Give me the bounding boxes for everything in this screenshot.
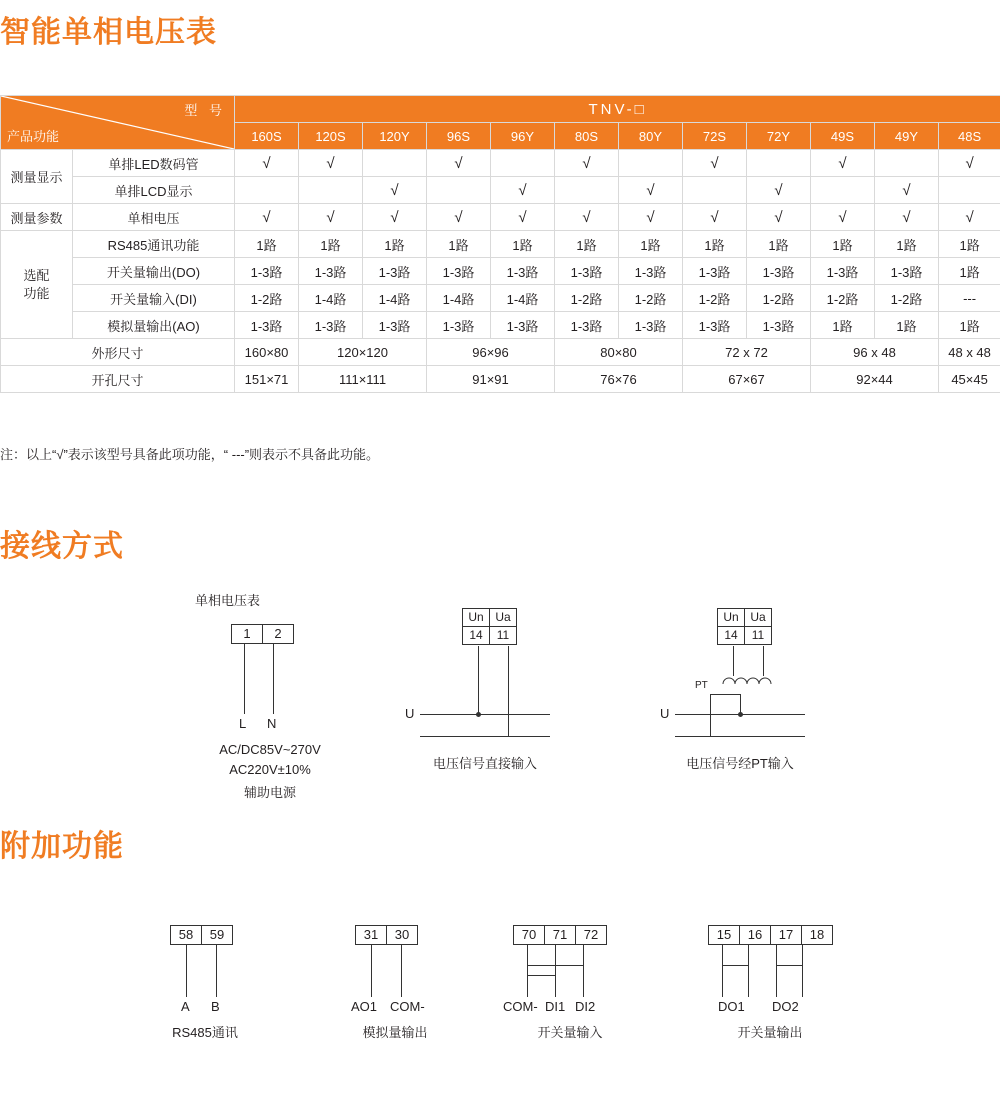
cell-value: 1路 bbox=[299, 231, 363, 258]
table-note: 注：以上“√”表示该型号具备此项功能，“ ---”则表示不具备此功能。 bbox=[0, 447, 380, 462]
column-header: 49S bbox=[811, 123, 875, 150]
terminal-block bbox=[513, 925, 607, 945]
diagram-title-meter: 单相电压表 bbox=[195, 593, 261, 608]
cell-value: --- bbox=[939, 285, 1000, 312]
cell-value: 1-3路 bbox=[555, 258, 619, 285]
cell-value: √ bbox=[491, 204, 555, 231]
column-header: 120Y bbox=[363, 123, 427, 150]
cell-value: 1-2路 bbox=[235, 285, 299, 312]
table-row bbox=[1, 285, 1000, 312]
terminal-row bbox=[718, 609, 771, 627]
wire-line bbox=[710, 694, 740, 695]
wire-line bbox=[748, 945, 749, 997]
pin-label: B bbox=[211, 999, 220, 1014]
pin-label: DO1 bbox=[718, 999, 745, 1014]
cell-value: 1-3路 bbox=[619, 258, 683, 285]
transformer-coil-icon bbox=[721, 670, 781, 686]
cell-value: 1-4路 bbox=[363, 285, 427, 312]
cell-value: √ bbox=[811, 204, 875, 231]
cell-value: 48 x 48 bbox=[939, 339, 1000, 366]
cell-value: 45×45 bbox=[939, 366, 1000, 393]
table-row bbox=[1, 231, 1000, 258]
column-header: 48S bbox=[939, 123, 1000, 150]
cell-value: 1路 bbox=[363, 231, 427, 258]
extra-diagram-rs485 bbox=[160, 925, 330, 1045]
cell-value: √ bbox=[875, 177, 939, 204]
terminal-cell: 58 bbox=[171, 926, 202, 944]
wire-line bbox=[555, 945, 556, 975]
cell-value: 1-2路 bbox=[683, 285, 747, 312]
caption: RS485通讯 bbox=[172, 1025, 238, 1040]
model-prefix-cell: TNV-□ bbox=[235, 96, 1000, 123]
group-label: 选配 功能 bbox=[1, 231, 73, 339]
wire-line bbox=[216, 945, 217, 997]
caption: 开关量输出 bbox=[737, 1025, 803, 1040]
caption: 模拟量输出 bbox=[362, 1025, 428, 1040]
pin-label: COM- bbox=[390, 999, 425, 1014]
cell-value: √ bbox=[619, 177, 683, 204]
column-header: 160S bbox=[235, 123, 299, 150]
table-row bbox=[1, 204, 1000, 231]
column-header: 72S bbox=[683, 123, 747, 150]
terminal-cell: Un bbox=[718, 609, 745, 627]
cell-value: 1-4路 bbox=[299, 285, 363, 312]
pin-label: COM- bbox=[503, 999, 538, 1014]
cell-value: 1路 bbox=[619, 231, 683, 258]
column-header: 80S bbox=[555, 123, 619, 150]
pin-label: AO1 bbox=[351, 999, 378, 1014]
caption: 开关量输入 bbox=[537, 1025, 603, 1040]
cell-value: 151×71 bbox=[235, 366, 299, 393]
terminal-block bbox=[717, 608, 772, 645]
wire-line bbox=[583, 965, 584, 997]
terminal-cell: 11 bbox=[751, 628, 765, 642]
terminal-cell: 70 bbox=[514, 926, 545, 944]
cell-value: 1路 bbox=[939, 231, 1000, 258]
table-header-row-model bbox=[1, 96, 1000, 123]
cell-value: √ bbox=[619, 204, 683, 231]
column-header: 80Y bbox=[619, 123, 683, 150]
cell-value: 80×80 bbox=[555, 339, 683, 366]
cell-value: 1路 bbox=[491, 231, 555, 258]
wire-line bbox=[273, 644, 274, 714]
cell-value: 1-3路 bbox=[491, 312, 555, 339]
row-label: RS485通讯功能 bbox=[73, 231, 235, 258]
cell-value: 1-3路 bbox=[747, 312, 811, 339]
cell-value: 72 x 72 bbox=[683, 339, 811, 366]
terminal-cell: 15 bbox=[709, 926, 740, 944]
cell-value: √ bbox=[491, 177, 555, 204]
cell-value: 1-3路 bbox=[875, 258, 939, 285]
cell-value: 1路 bbox=[427, 231, 491, 258]
cell-value: 67×67 bbox=[683, 366, 811, 393]
cell-value: 1路 bbox=[939, 312, 1000, 339]
cell-value: 1路 bbox=[811, 312, 875, 339]
terminal-cell: Un bbox=[463, 609, 490, 627]
extra-diagram-do bbox=[700, 925, 900, 1045]
terminal-cell: 11 bbox=[496, 628, 510, 642]
wiring-diagram-pt bbox=[660, 608, 865, 778]
wire-line bbox=[508, 646, 509, 736]
cell-value: 1-3路 bbox=[427, 258, 491, 285]
terminal-cell: Ua bbox=[490, 609, 516, 627]
cell-value: 1-2路 bbox=[811, 285, 875, 312]
cell-value: √ bbox=[235, 150, 299, 177]
cell-value: √ bbox=[875, 204, 939, 231]
table-row-hole bbox=[1, 366, 1000, 393]
terminal-cell: 14 bbox=[718, 627, 745, 644]
column-header: 120S bbox=[299, 123, 363, 150]
wire-line bbox=[244, 644, 245, 714]
pin-label: L bbox=[239, 716, 247, 731]
terminal-cell: 71 bbox=[545, 926, 576, 944]
cell-value: 1路 bbox=[811, 231, 875, 258]
wire-line bbox=[710, 694, 711, 736]
terminal-cell: Ua bbox=[745, 609, 771, 627]
cell-value: 1-3路 bbox=[235, 312, 299, 339]
spec-table-wrapper bbox=[0, 95, 1000, 393]
cell-value: √ bbox=[811, 150, 875, 177]
cell-value bbox=[683, 177, 747, 204]
column-header: 49Y bbox=[875, 123, 939, 150]
cell-value: √ bbox=[427, 204, 491, 231]
row-label: 单排LCD显示 bbox=[73, 177, 235, 204]
cell-value bbox=[363, 150, 427, 177]
wire-line bbox=[478, 646, 479, 714]
row-label: 单排LED数码管 bbox=[73, 150, 235, 177]
column-header: 96Y bbox=[491, 123, 555, 150]
cell-value: √ bbox=[363, 204, 427, 231]
cell-value bbox=[299, 177, 363, 204]
pin-label: DO2 bbox=[772, 999, 799, 1014]
group-label: 测量显示 bbox=[1, 150, 73, 204]
cell-value: 96 x 48 bbox=[811, 339, 939, 366]
switch-link bbox=[527, 965, 583, 966]
switch-link bbox=[527, 975, 555, 976]
pin-label: N bbox=[267, 716, 277, 731]
cell-value: √ bbox=[427, 150, 491, 177]
cell-value: 1-3路 bbox=[683, 258, 747, 285]
bus-line bbox=[675, 736, 805, 737]
terminal-cell: 14 bbox=[463, 627, 490, 644]
terminal-block bbox=[355, 925, 418, 945]
table-row bbox=[1, 150, 1000, 177]
contact-link bbox=[776, 965, 802, 966]
pt-label: PT bbox=[695, 680, 708, 691]
cell-value: √ bbox=[299, 204, 363, 231]
terminal-cell: 1 bbox=[232, 625, 263, 643]
cell-value: √ bbox=[747, 204, 811, 231]
wire-line bbox=[186, 945, 187, 997]
terminal-block bbox=[462, 608, 517, 645]
cell-value: 1-3路 bbox=[747, 258, 811, 285]
side-label: U bbox=[405, 706, 415, 721]
cell-value: 1-4路 bbox=[491, 285, 555, 312]
row-label: 外形尺寸 bbox=[1, 339, 235, 366]
cell-value: 92×44 bbox=[811, 366, 939, 393]
cell-value: 1-3路 bbox=[491, 258, 555, 285]
cell-value: 120×120 bbox=[299, 339, 427, 366]
cell-value: √ bbox=[939, 204, 1000, 231]
caption-line: AC220V±10% bbox=[229, 762, 311, 777]
contact-link bbox=[722, 965, 748, 966]
terminal-block bbox=[231, 624, 294, 644]
table-corner-cell bbox=[1, 96, 235, 150]
cell-value: √ bbox=[555, 204, 619, 231]
cell-value: 1路 bbox=[875, 312, 939, 339]
caption: 电压信号直接输入 bbox=[432, 756, 537, 771]
cell-value: √ bbox=[747, 177, 811, 204]
terminal-block bbox=[708, 925, 833, 945]
spec-table bbox=[0, 95, 1000, 393]
cell-value: 1-3路 bbox=[811, 258, 875, 285]
cell-value: √ bbox=[555, 150, 619, 177]
terminal-cell: 16 bbox=[740, 926, 771, 944]
table-row-outline bbox=[1, 339, 1000, 366]
column-header: 96S bbox=[427, 123, 491, 150]
terminal-cell: 59 bbox=[209, 927, 225, 942]
cell-value: 1-2路 bbox=[747, 285, 811, 312]
cell-value bbox=[235, 177, 299, 204]
corner-label-model: 型 号 bbox=[184, 103, 226, 118]
page-title: 智能单相电压表 bbox=[0, 16, 217, 49]
group-label: 测量参数 bbox=[1, 204, 73, 231]
cell-value: √ bbox=[683, 204, 747, 231]
cell-value: 1-3路 bbox=[363, 312, 427, 339]
wire-line bbox=[371, 945, 372, 997]
table-row bbox=[1, 312, 1000, 339]
cell-value: 1-2路 bbox=[555, 285, 619, 312]
cell-value: 1-2路 bbox=[619, 285, 683, 312]
cell-value: √ bbox=[235, 204, 299, 231]
column-header: 72Y bbox=[747, 123, 811, 150]
cell-value: 1路 bbox=[683, 231, 747, 258]
wire-line bbox=[401, 945, 402, 997]
wire-line bbox=[722, 945, 723, 997]
junction-dot-icon bbox=[476, 712, 481, 717]
bus-line bbox=[420, 736, 550, 737]
pin-label: DI1 bbox=[545, 999, 566, 1014]
cell-value: 1-3路 bbox=[555, 312, 619, 339]
cell-value: 1路 bbox=[555, 231, 619, 258]
section-title-wiring: 接线方式 bbox=[0, 530, 124, 563]
cell-value: 160×80 bbox=[235, 339, 299, 366]
caption-line: AC/DC85V~270V bbox=[219, 742, 321, 757]
wire-line bbox=[555, 975, 556, 997]
extra-diagram-di bbox=[505, 925, 695, 1045]
terminal-row bbox=[718, 627, 771, 644]
cell-value: √ bbox=[939, 150, 1000, 177]
terminal-cell: 31 bbox=[356, 926, 387, 944]
cell-value: 1路 bbox=[235, 231, 299, 258]
cell-value: 1路 bbox=[875, 231, 939, 258]
table-row bbox=[1, 177, 1000, 204]
row-label: 开关量输出(DO) bbox=[73, 258, 235, 285]
cell-value: 1-2路 bbox=[875, 285, 939, 312]
cell-value bbox=[747, 150, 811, 177]
row-label: 模拟量输出(AO) bbox=[73, 312, 235, 339]
cell-value bbox=[619, 150, 683, 177]
terminal-cell: 2 bbox=[274, 626, 282, 641]
cell-value: 111×111 bbox=[299, 366, 427, 393]
cell-value: √ bbox=[363, 177, 427, 204]
terminal-row bbox=[463, 609, 516, 627]
corner-label-function: 产品功能 bbox=[7, 129, 60, 144]
row-label: 开孔尺寸 bbox=[1, 366, 235, 393]
cell-value: 1-3路 bbox=[363, 258, 427, 285]
terminal-row bbox=[463, 627, 516, 644]
terminal-cell: 72 bbox=[583, 927, 599, 942]
junction-dot-icon bbox=[738, 712, 743, 717]
cell-value: 1-3路 bbox=[299, 312, 363, 339]
wire-line bbox=[583, 945, 584, 965]
cell-value: 1-4路 bbox=[427, 285, 491, 312]
wiring-diagram-direct bbox=[405, 608, 610, 778]
table-row bbox=[1, 258, 1000, 285]
cell-value: 1路 bbox=[939, 258, 1000, 285]
cell-value bbox=[939, 177, 1000, 204]
wire-line bbox=[740, 694, 741, 714]
terminal-cell: 30 bbox=[394, 927, 410, 942]
cell-value: 1-3路 bbox=[299, 258, 363, 285]
side-label: U bbox=[660, 706, 670, 721]
row-label: 单相电压 bbox=[73, 204, 235, 231]
caption-line: 辅助电源 bbox=[243, 785, 296, 800]
terminal-cell: 18 bbox=[809, 927, 825, 942]
cell-value: 76×76 bbox=[555, 366, 683, 393]
section-title-extra: 附加功能 bbox=[0, 830, 124, 863]
terminal-block bbox=[170, 925, 233, 945]
cell-value: 1-3路 bbox=[619, 312, 683, 339]
cell-value bbox=[555, 177, 619, 204]
cell-value bbox=[427, 177, 491, 204]
row-label: 开关量输入(DI) bbox=[73, 285, 235, 312]
caption: 电压信号经PT输入 bbox=[686, 756, 794, 771]
cell-value bbox=[875, 150, 939, 177]
wire-line bbox=[776, 945, 777, 997]
terminal-cell: 17 bbox=[771, 926, 802, 944]
cell-value: 1路 bbox=[747, 231, 811, 258]
bus-line bbox=[420, 714, 550, 715]
cell-value: 1-3路 bbox=[683, 312, 747, 339]
cell-value bbox=[811, 177, 875, 204]
cell-value bbox=[491, 150, 555, 177]
cell-value: √ bbox=[299, 150, 363, 177]
wire-line bbox=[802, 945, 803, 997]
cell-value: 1-3路 bbox=[235, 258, 299, 285]
cell-value: 91×91 bbox=[427, 366, 555, 393]
cell-value: 1-3路 bbox=[427, 312, 491, 339]
cell-value: 96×96 bbox=[427, 339, 555, 366]
wire-line bbox=[527, 945, 528, 997]
cell-value: √ bbox=[683, 150, 747, 177]
pin-label: DI2 bbox=[575, 999, 596, 1014]
pin-label: A bbox=[181, 999, 190, 1014]
